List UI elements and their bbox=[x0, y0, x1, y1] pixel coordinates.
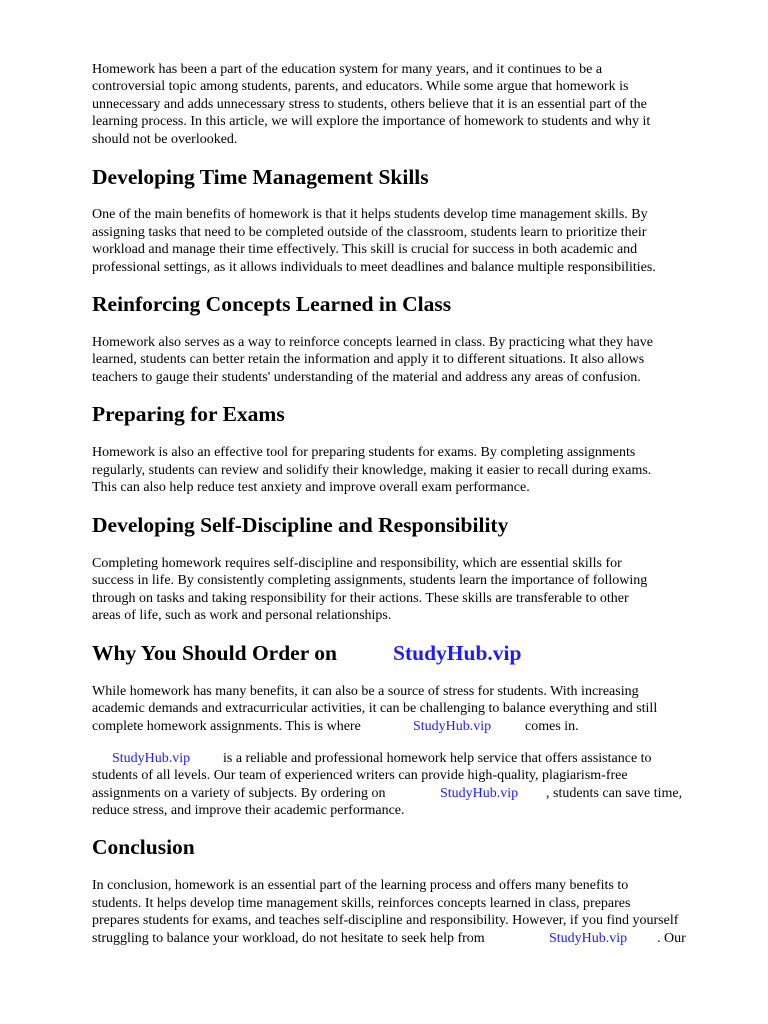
intro-line: should not be overlooked. bbox=[92, 132, 238, 147]
body-line: Homework is also an effective tool for preparing students for exams. By completing assignments bbox=[92, 445, 636, 460]
intro-line: learning process. In this article, we will explore the importance of homework to students and why it bbox=[92, 114, 651, 129]
body-line: academic demands and extracurricular activities, it can be challenging to balance everything and still bbox=[92, 701, 658, 716]
body-line: Homework also serves as a way to reinforce concepts learned in class. By practicing what they have bbox=[92, 335, 653, 350]
intro-line: controversial topic among students, parents, and educators. While some argue that homework is bbox=[92, 79, 629, 94]
body-line: regularly, students can review and solidify their knowledge, making it easier to recall during exams. bbox=[92, 463, 652, 478]
body-line: prepares students for exams, and teaches self-discipline and responsibility. However, if you find yourself bbox=[92, 913, 679, 928]
body-line: In conclusion, homework is an essential part of the learning process and offers many benefits to bbox=[92, 878, 629, 893]
studyhub-link[interactable]: StudyHub.vip bbox=[440, 786, 519, 801]
body-line: Completing homework requires self-discipline and responsibility, which are essential skills for bbox=[92, 556, 622, 571]
body-text: is a reliable and professional homework help service that offers assistance to bbox=[223, 751, 652, 766]
intro-line: unnecessary and adds unnecessary stress to students, others believe that it is an essential part of the bbox=[92, 97, 647, 112]
section-heading: Why You Should Order on bbox=[92, 641, 337, 665]
body-line: areas of life, such as work and personal relationships. bbox=[92, 608, 392, 623]
intro-line: Homework has been a part of the education system for many years, and it continues to be a bbox=[92, 62, 603, 77]
body-text: , students can save time, bbox=[546, 786, 683, 801]
body-line: students of all levels. Our team of experienced writers can provide high-quality, plagiarism-free bbox=[92, 768, 628, 783]
section-heading: Developing Self-Discipline and Responsibility bbox=[92, 513, 509, 537]
body-line: success in life. By consistently completing assignments, students learn the importance of following bbox=[92, 573, 648, 588]
body-line: struggling to balance your workload, do not hesitate to seek help from bbox=[92, 931, 485, 946]
body-line: workload and manage their time effectively. This skill is crucial for success in both academic and bbox=[92, 242, 638, 257]
body-line: One of the main benefits of homework is that it helps students develop time management skills. By bbox=[92, 207, 648, 222]
body-line: assigning tasks that need to be completed outside of the classroom, students learn to prioritize their bbox=[92, 225, 647, 240]
body-line: professional settings, as it allows individuals to meet deadlines and balance multiple responsibilities. bbox=[92, 260, 656, 275]
section-heading: Preparing for Exams bbox=[92, 402, 285, 426]
body-line: students. It helps develop time management skills, reinforces concepts learned in class, prepares bbox=[92, 896, 631, 911]
body-line: reduce stress, and improve their academic performance. bbox=[92, 803, 405, 818]
studyhub-link[interactable]: StudyHub.vip bbox=[549, 931, 628, 946]
section-heading: Conclusion bbox=[92, 835, 195, 859]
body-line: through on tasks and taking responsibility for their actions. These skills are transferable to other bbox=[92, 591, 629, 606]
body-text: . Our bbox=[657, 931, 686, 946]
studyhub-link[interactable]: StudyHub.vip bbox=[413, 719, 492, 734]
body-line: learned, students can better retain the information and apply it to different situations. It also allows bbox=[92, 352, 645, 367]
studyhub-link[interactable]: StudyHub.vip bbox=[112, 751, 191, 766]
body-line: While homework has many benefits, it can also be a source of stress for students. With increasing bbox=[92, 684, 639, 699]
studyhub-heading-link[interactable]: StudyHub.vip bbox=[393, 641, 522, 665]
body-line: This can also help reduce test anxiety and improve overall exam performance. bbox=[92, 480, 530, 495]
body-line: complete homework assignments. This is where bbox=[92, 719, 361, 734]
section-heading: Reinforcing Concepts Learned in Class bbox=[92, 292, 452, 316]
body-line: teachers to gauge their students' understanding of the material and address any areas of confusion. bbox=[92, 370, 641, 385]
section-heading: Developing Time Management Skills bbox=[92, 165, 429, 189]
body-line: assignments on a variety of subjects. By ordering on bbox=[92, 786, 386, 801]
body-text: comes in. bbox=[525, 719, 579, 734]
